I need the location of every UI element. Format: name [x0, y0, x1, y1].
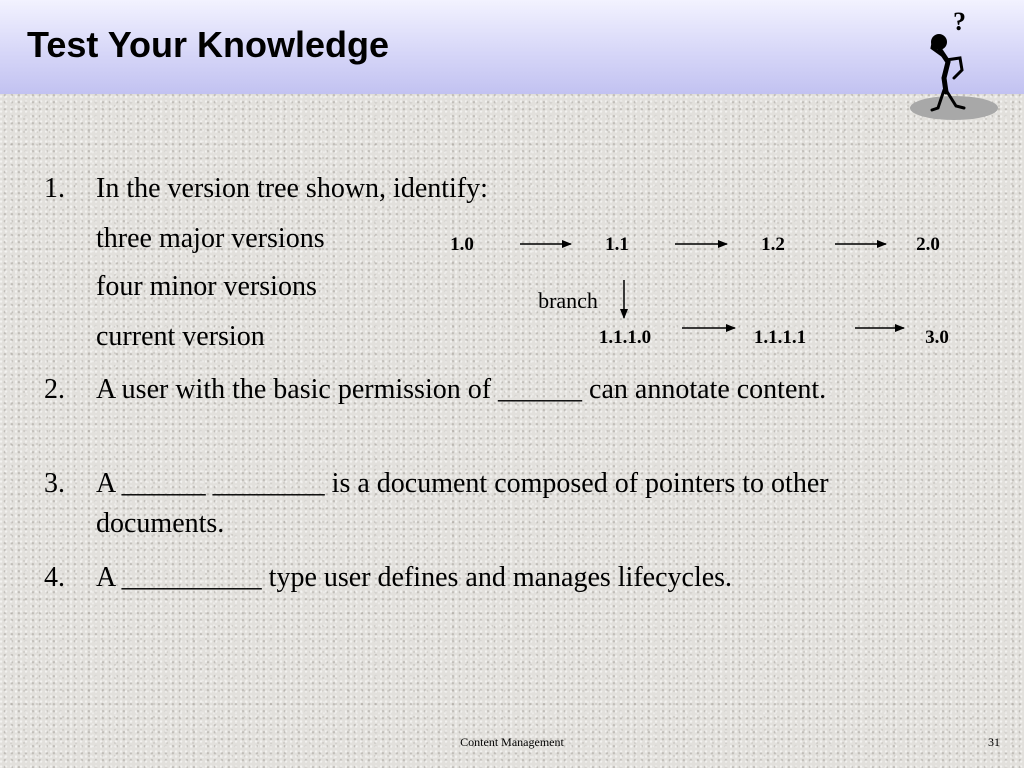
- question-3-text: A ______ ________ is a document composed of pointers to other documents.: [96, 468, 829, 539]
- slide-title: Test Your Knowledge: [27, 24, 390, 65]
- version-node: 1.1: [605, 234, 629, 255]
- question-2-text: A user with the basic permission of ______ can annotate content.: [96, 374, 827, 405]
- version-node: 3.0: [925, 327, 949, 348]
- page-number: 31: [988, 735, 1000, 749]
- version-node: 2.0: [916, 234, 940, 255]
- footer-title: Content Management: [460, 735, 564, 749]
- question-4-text: A __________ type user defines and manages lifecycles.: [96, 562, 733, 593]
- question-1-text: In the version tree shown, identify:: [96, 173, 488, 204]
- question-1-item-minor: four minor versions: [96, 271, 317, 302]
- branch-label: branch: [538, 288, 598, 313]
- version-node: 1.1.1.0: [598, 327, 652, 348]
- version-node: 1.1.1.1: [753, 327, 807, 348]
- question-number: 4.: [44, 562, 65, 593]
- question-number: 3.: [44, 468, 65, 499]
- svg-text:?: ?: [953, 7, 966, 36]
- version-node: 1.0: [450, 234, 474, 255]
- version-node: 1.2: [761, 234, 785, 255]
- question-1-item-current: current version: [96, 321, 265, 352]
- question-number: 1.: [44, 173, 65, 204]
- question-number: 2.: [44, 374, 65, 405]
- question-1-item-major: three major versions: [96, 223, 325, 254]
